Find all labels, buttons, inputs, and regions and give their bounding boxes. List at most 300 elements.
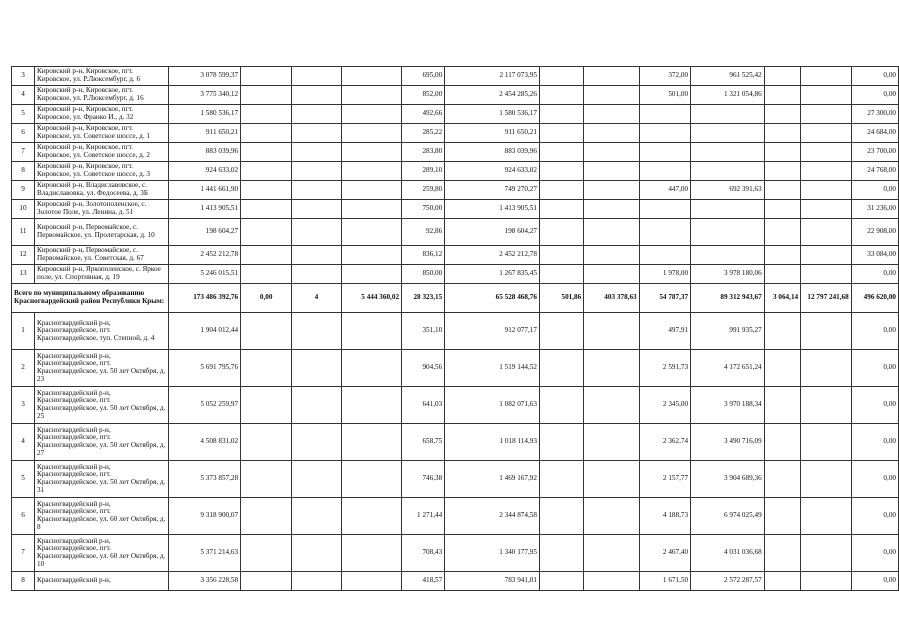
value-cell: 1 413 905,51: [169, 200, 241, 219]
value-cell: [691, 219, 765, 246]
value-cell: [801, 498, 852, 535]
value-cell: 749 270,27: [445, 181, 540, 200]
value-cell: 5 371 214,63: [169, 535, 241, 572]
value-cell: 850,00: [402, 265, 445, 284]
value-cell: [764, 219, 800, 246]
total-value-cell: 28 323,15: [402, 284, 445, 313]
value-cell: 447,00: [639, 181, 690, 200]
value-cell: 3 904 689,36: [691, 461, 765, 498]
value-cell: [584, 535, 639, 572]
value-cell: 1 082 071,63: [445, 387, 540, 424]
table-row: [12, 424, 899, 461]
value-cell: [341, 67, 401, 86]
address-cell: Кировский р-н, Кировское, пгт. Кировское, ул. Франко И., д. 32: [35, 105, 169, 124]
value-cell: 92,86: [402, 219, 445, 246]
value-cell: 1 271,44: [402, 498, 445, 535]
value-cell: [241, 498, 292, 535]
value-cell: [801, 124, 852, 143]
table-row: [12, 162, 899, 181]
table-row: [12, 181, 899, 200]
total-value-cell: 5 444 360,02: [341, 284, 401, 313]
address-cell: Красногвардейский р-н, Красногвардейское, пгт. Красногвардейское, ул. 60 лет Октября, д. 8: [35, 498, 169, 535]
total-value-cell: 3 064,14: [764, 284, 800, 313]
value-cell: [639, 105, 690, 124]
value-cell: [584, 265, 639, 284]
table-row: [12, 313, 899, 350]
value-cell: 924 633,02: [445, 162, 540, 181]
value-cell: [341, 181, 401, 200]
value-cell: 2 452 212,78: [445, 246, 540, 265]
value-cell: 27 300,00: [851, 105, 898, 124]
value-cell: [341, 265, 401, 284]
row-number: 10: [12, 200, 35, 219]
row-number: 7: [12, 143, 35, 162]
table-row: [12, 105, 899, 124]
address-cell: Красногвардейский р-н, Красногвардейское, пгт. Красногвардейское, туп. Степной, д. 4: [35, 313, 169, 350]
value-cell: 2 452 212,78: [169, 246, 241, 265]
total-value-cell: 89 312 943,67: [691, 284, 765, 313]
value-cell: [539, 350, 583, 387]
value-cell: [341, 498, 401, 535]
value-cell: [584, 105, 639, 124]
value-cell: [691, 200, 765, 219]
value-cell: 497,91: [639, 313, 690, 350]
value-cell: [691, 124, 765, 143]
total-value-cell: 173 486 392,76: [169, 284, 241, 313]
value-cell: 1 018 114,93: [445, 424, 540, 461]
value-cell: 0,00: [851, 424, 898, 461]
value-cell: 2 344 874,58: [445, 498, 540, 535]
value-cell: 5 246 015,51: [169, 265, 241, 284]
value-cell: [539, 105, 583, 124]
value-cell: [241, 67, 292, 86]
table-row: [12, 86, 899, 105]
row-number: 6: [12, 498, 35, 535]
value-cell: 4 031 036,68: [691, 535, 765, 572]
value-cell: 23 700,00: [851, 143, 898, 162]
value-cell: 198 604,27: [445, 219, 540, 246]
value-cell: [764, 67, 800, 86]
value-cell: [539, 246, 583, 265]
table-row: [12, 246, 899, 265]
value-cell: 0,00: [851, 572, 898, 591]
value-cell: [292, 572, 341, 591]
total-value-cell: 403 378,63: [584, 284, 639, 313]
value-cell: [292, 350, 341, 387]
value-cell: 198 604,27: [169, 219, 241, 246]
row-number: 8: [12, 162, 35, 181]
value-cell: [764, 572, 800, 591]
value-cell: [241, 200, 292, 219]
total-value-cell: 54 787,37: [639, 284, 690, 313]
row-number: 3: [12, 67, 35, 86]
row-number: 8: [12, 572, 35, 591]
value-cell: 3 490 716,09: [691, 424, 765, 461]
value-cell: [341, 162, 401, 181]
table-row: [12, 572, 899, 591]
total-label: Всего по муниципальному образованию Красногвардейский район Республики Крым:: [12, 284, 169, 313]
value-cell: [539, 572, 583, 591]
repair-cost-table: [11, 66, 899, 591]
value-cell: [764, 387, 800, 424]
table-row: [12, 498, 899, 535]
address-cell: Кировский р-н, Кировское, пгт. Кировское, ул. Р.Люксембург, д. 6: [35, 67, 169, 86]
value-cell: [584, 461, 639, 498]
value-cell: [292, 143, 341, 162]
value-cell: 0,00: [851, 535, 898, 572]
value-cell: [539, 387, 583, 424]
value-cell: 1 321 054,86: [691, 86, 765, 105]
value-cell: [764, 313, 800, 350]
address-cell: Кировский р-н, Кировское, пгт. Кировское, ул. Советское шоссе, д. 3: [35, 162, 169, 181]
value-cell: [241, 181, 292, 200]
value-cell: [341, 246, 401, 265]
value-cell: [584, 200, 639, 219]
value-cell: 501,00: [639, 86, 690, 105]
value-cell: [584, 124, 639, 143]
row-number: 13: [12, 265, 35, 284]
value-cell: [639, 124, 690, 143]
value-cell: [584, 313, 639, 350]
value-cell: [539, 535, 583, 572]
value-cell: 283,80: [402, 143, 445, 162]
value-cell: [584, 572, 639, 591]
value-cell: [584, 86, 639, 105]
address-cell: Кировский р-н, Кировское, пгт. Кировское, ул. Советское шоссе, д. 1: [35, 124, 169, 143]
value-cell: [292, 200, 341, 219]
value-cell: 911 650,21: [445, 124, 540, 143]
value-cell: 3 356 228,58: [169, 572, 241, 591]
value-cell: [539, 143, 583, 162]
row-number: 4: [12, 424, 35, 461]
address-cell: Кировский р-н, Первомайское, с. Первомайское, ул. Пролетарская, д. 10: [35, 219, 169, 246]
address-cell: Кировский р-н, Золотополенское, с. Золотое Поле, ул. Ленина, д. 51: [35, 200, 169, 219]
value-cell: 372,00: [639, 67, 690, 86]
value-cell: [584, 143, 639, 162]
address-cell: Красногвардейский р-н, Красногвардейское, пгт. Красногвардейское, ул. 50 лет Октября, д. 27: [35, 424, 169, 461]
value-cell: 0,00: [851, 86, 898, 105]
value-cell: [341, 461, 401, 498]
value-cell: [539, 162, 583, 181]
value-cell: [639, 246, 690, 265]
value-cell: [764, 498, 800, 535]
value-cell: [801, 350, 852, 387]
table-row: [12, 200, 899, 219]
value-cell: 4 172 651,24: [691, 350, 765, 387]
value-cell: 641,03: [402, 387, 445, 424]
value-cell: 924 633,02: [169, 162, 241, 181]
value-cell: 2 591,73: [639, 350, 690, 387]
value-cell: 1 519 144,52: [445, 350, 540, 387]
value-cell: [539, 200, 583, 219]
value-cell: 692 391,63: [691, 181, 765, 200]
value-cell: 2 467,40: [639, 535, 690, 572]
address-cell: Кировский р-н, Первомайское, с. Первомайское, ул. Советская, д. 67: [35, 246, 169, 265]
value-cell: 2 345,00: [639, 387, 690, 424]
value-cell: 1 267 835,45: [445, 265, 540, 284]
value-cell: [801, 424, 852, 461]
value-cell: [584, 350, 639, 387]
value-cell: [764, 461, 800, 498]
value-cell: [584, 162, 639, 181]
value-cell: [241, 86, 292, 105]
value-cell: 31 236,00: [851, 200, 898, 219]
value-cell: [292, 387, 341, 424]
value-cell: [241, 424, 292, 461]
value-cell: [341, 105, 401, 124]
row-number: 1: [12, 313, 35, 350]
value-cell: [691, 143, 765, 162]
value-cell: [241, 265, 292, 284]
value-cell: [764, 424, 800, 461]
row-number: 5: [12, 461, 35, 498]
value-cell: [341, 124, 401, 143]
value-cell: 2 157,77: [639, 461, 690, 498]
value-cell: [584, 67, 639, 86]
value-cell: 658,75: [402, 424, 445, 461]
row-number: 5: [12, 105, 35, 124]
row-number: 11: [12, 219, 35, 246]
value-cell: [341, 143, 401, 162]
value-cell: 285,22: [402, 124, 445, 143]
value-cell: [292, 181, 341, 200]
value-cell: 1 580 536,17: [169, 105, 241, 124]
value-cell: 0,00: [851, 313, 898, 350]
value-cell: 1 340 177,95: [445, 535, 540, 572]
value-cell: 708,43: [402, 535, 445, 572]
table-row: [12, 219, 899, 246]
value-cell: 1 978,00: [639, 265, 690, 284]
row-number: 4: [12, 86, 35, 105]
row-number: 3: [12, 387, 35, 424]
value-cell: 3 775 340,12: [169, 86, 241, 105]
value-cell: [241, 572, 292, 591]
value-cell: 961 525,42: [691, 67, 765, 86]
value-cell: [801, 67, 852, 86]
value-cell: [764, 162, 800, 181]
value-cell: 4 508 831,02: [169, 424, 241, 461]
row-number: 9: [12, 181, 35, 200]
total-value-cell: 65 528 468,76: [445, 284, 540, 313]
value-cell: 24 684,00: [851, 124, 898, 143]
value-cell: [539, 265, 583, 284]
value-cell: 695,00: [402, 67, 445, 86]
value-cell: [341, 387, 401, 424]
table-row: [12, 124, 899, 143]
value-cell: 0,00: [851, 181, 898, 200]
value-cell: [241, 246, 292, 265]
value-cell: 3 970 188,34: [691, 387, 765, 424]
value-cell: 883 039,96: [169, 143, 241, 162]
value-cell: 5 373 857,28: [169, 461, 241, 498]
total-value-cell: 12 797 241,68: [801, 284, 852, 313]
value-cell: [292, 461, 341, 498]
value-cell: [801, 387, 852, 424]
table-row: [12, 265, 899, 284]
row-number: 6: [12, 124, 35, 143]
value-cell: [539, 67, 583, 86]
value-cell: [764, 181, 800, 200]
value-cell: [539, 219, 583, 246]
value-cell: [539, 461, 583, 498]
value-cell: 1 441 661,90: [169, 181, 241, 200]
value-cell: [341, 313, 401, 350]
value-cell: 492,66: [402, 105, 445, 124]
value-cell: [292, 498, 341, 535]
value-cell: [801, 535, 852, 572]
address-cell: Кировский р-н, Яркополенское, с. Яркое поле, ул. Спортивная, д. 19: [35, 265, 169, 284]
address-cell: Красногвардейский р-н, Красногвардейское, пгт. Красногвардейское, ул. 60 лет Октября, д. 10: [35, 535, 169, 572]
value-cell: [764, 246, 800, 265]
table-row: [12, 67, 899, 86]
row-number: 12: [12, 246, 35, 265]
value-cell: [801, 572, 852, 591]
value-cell: 836,12: [402, 246, 445, 265]
value-cell: [292, 124, 341, 143]
address-cell: Кировский р-н, Владиславовское, с. Владиславовка, ул. Федосеева, д. 3Б: [35, 181, 169, 200]
value-cell: [801, 461, 852, 498]
value-cell: [639, 143, 690, 162]
total-value-cell: 4: [292, 284, 341, 313]
value-cell: [764, 105, 800, 124]
table-row: [12, 143, 899, 162]
value-cell: 991 935,27: [691, 313, 765, 350]
value-cell: 5 691 795,76: [169, 350, 241, 387]
value-cell: [241, 535, 292, 572]
value-cell: [764, 124, 800, 143]
value-cell: [341, 535, 401, 572]
value-cell: 1 469 167,92: [445, 461, 540, 498]
value-cell: [801, 181, 852, 200]
value-cell: [639, 162, 690, 181]
value-cell: 22 908,00: [851, 219, 898, 246]
value-cell: [691, 105, 765, 124]
value-cell: 1 904 012,44: [169, 313, 241, 350]
value-cell: 852,00: [402, 86, 445, 105]
value-cell: 5 052 259,97: [169, 387, 241, 424]
value-cell: 2 572 287,57: [691, 572, 765, 591]
value-cell: 1 671,50: [639, 572, 690, 591]
total-value-cell: 501,86: [539, 284, 583, 313]
value-cell: [292, 67, 341, 86]
value-cell: [241, 387, 292, 424]
value-cell: [539, 86, 583, 105]
value-cell: 6 974 025,49: [691, 498, 765, 535]
value-cell: 0,00: [851, 67, 898, 86]
value-cell: [292, 219, 341, 246]
value-cell: [584, 181, 639, 200]
value-cell: 1 413 905,51: [445, 200, 540, 219]
total-row: [12, 284, 899, 313]
value-cell: 4 188,73: [639, 498, 690, 535]
value-cell: [539, 181, 583, 200]
value-cell: [539, 498, 583, 535]
value-cell: 0,00: [851, 498, 898, 535]
value-cell: 3 078 599,37: [169, 67, 241, 86]
value-cell: [292, 313, 341, 350]
value-cell: [584, 219, 639, 246]
value-cell: 259,80: [402, 181, 445, 200]
value-cell: 351,10: [402, 313, 445, 350]
value-cell: [341, 219, 401, 246]
address-cell: Кировский р-н, Кировское, пгт. Кировское, ул. Р.Люксембург, д. 16: [35, 86, 169, 105]
value-cell: [292, 535, 341, 572]
value-cell: [241, 143, 292, 162]
value-cell: [801, 265, 852, 284]
value-cell: 883 039,96: [445, 143, 540, 162]
value-cell: [801, 105, 852, 124]
value-cell: [241, 461, 292, 498]
value-cell: [801, 313, 852, 350]
address-cell: Красногвардейский р-н, Красногвардейское, пгт. Красногвардейское, ул. 50 лет Октября, д. 25: [35, 387, 169, 424]
table-row: [12, 535, 899, 572]
value-cell: [801, 143, 852, 162]
value-cell: [341, 350, 401, 387]
value-cell: [584, 424, 639, 461]
total-value-cell: 0,00: [241, 284, 292, 313]
value-cell: [292, 265, 341, 284]
value-cell: 9 318 900,07: [169, 498, 241, 535]
value-cell: [292, 162, 341, 181]
value-cell: [584, 498, 639, 535]
total-value-cell: 496 620,00: [851, 284, 898, 313]
row-number: 7: [12, 535, 35, 572]
table-row: [12, 461, 899, 498]
value-cell: [639, 200, 690, 219]
row-number: 2: [12, 350, 35, 387]
value-cell: 904,56: [402, 350, 445, 387]
value-cell: [341, 572, 401, 591]
value-cell: [584, 387, 639, 424]
address-cell: Кировский р-н, Кировское, пгт. Кировское, ул. Советское шоссе, д. 2: [35, 143, 169, 162]
value-cell: 750,00: [402, 200, 445, 219]
value-cell: 783 941,01: [445, 572, 540, 591]
value-cell: [764, 143, 800, 162]
value-cell: [539, 313, 583, 350]
value-cell: 0,00: [851, 265, 898, 284]
value-cell: [241, 162, 292, 181]
value-cell: 3 978 180,06: [691, 265, 765, 284]
value-cell: 418,57: [402, 572, 445, 591]
value-cell: [341, 200, 401, 219]
address-cell: Красногвардейский р-н,: [35, 572, 169, 591]
value-cell: [292, 246, 341, 265]
value-cell: 912 077,17: [445, 313, 540, 350]
value-cell: [241, 350, 292, 387]
value-cell: [241, 219, 292, 246]
value-cell: [764, 200, 800, 219]
value-cell: 289,10: [402, 162, 445, 181]
table-row: [12, 387, 899, 424]
value-cell: [764, 350, 800, 387]
value-cell: [584, 246, 639, 265]
value-cell: [241, 124, 292, 143]
value-cell: [801, 162, 852, 181]
address-cell: Красногвардейский р-н, Красногвардейское, пгт. Красногвардейское, ул. 50 лет Октября, д. 31: [35, 461, 169, 498]
value-cell: [341, 424, 401, 461]
table-row: [12, 350, 899, 387]
value-cell: [764, 86, 800, 105]
value-cell: [639, 219, 690, 246]
value-cell: [764, 535, 800, 572]
value-cell: 24 768,00: [851, 162, 898, 181]
value-cell: [801, 219, 852, 246]
value-cell: [691, 246, 765, 265]
value-cell: [801, 86, 852, 105]
value-cell: 33 084,00: [851, 246, 898, 265]
value-cell: 0,00: [851, 350, 898, 387]
value-cell: 746,38: [402, 461, 445, 498]
